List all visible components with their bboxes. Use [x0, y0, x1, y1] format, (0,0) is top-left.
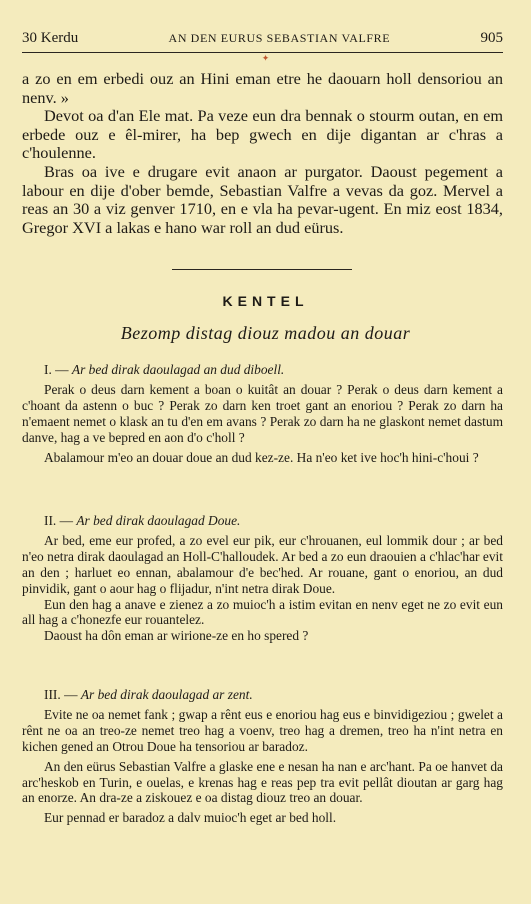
section-heading	[22, 513, 503, 529]
section-title: Ar bed dirak daoulagad Doue.	[76, 513, 241, 528]
section-number: III. —	[44, 687, 78, 702]
paragraph: Perak o deus darn kement a boan o kuitât an douar ? Perak o deus darn kement a c'hoant da astenn o buc ? Perak zo darn ken troet gant an enoriou ? Perak zo darn ha n'emaent nemet o klask an tu d'en em avans ? Perak zo darn ha ne glaskont nemet dastum danve, hag a ve bepred en aon d'o c'holl ?	[22, 381, 503, 445]
section-divider	[172, 269, 352, 270]
header-left: 30 Kerdu	[22, 30, 79, 46]
paragraph: Ar bed, eme eur profed, a zo evel eur pik, eur c'hrouanen, eul lommik dour ; ar bed n'eo netra dirak daoulagad an Holl-C'halloudek. Ar bed a zo eun draouien a c'hlac'har evit an den ; harluet eo ennan, abalamour d'e bec'hed. Ar rouane, gant o enoriou, an dud pinvidik, gant o aour hag o flijadur, n'int netra dirak Doue.	[22, 532, 503, 596]
paragraph: Eur pennad er baradoz a dalv muioc'h eget ar bed holl.	[44, 810, 337, 826]
section-2	[22, 513, 503, 644]
section-3	[22, 687, 503, 826]
paragraph: Daoust ha dôn eman ar wirione-ze en ho spered ?	[44, 628, 309, 644]
section-number: I. —	[44, 362, 69, 377]
paragraph: a zo en em erbedi ouz an Hini eman etre he daouarn holl densoriou an nenv. »	[22, 69, 503, 107]
paragraph: An den eürus Sebastian Valfre a glaske ene e nesan ha nan e arc'hant. Pa oe hanvet da arc'heskob en Turin, e ouelas, e krenas hag e reas pep tra evit pellât dioutan ar garg hag an enorze. An dra-ze a ziskouez e oa distag diouz treo an douar.	[22, 758, 503, 806]
page-number: 905	[480, 30, 503, 46]
paragraph: Devot oa d'an Ele mat. Pa veze eun dra bennak o stourm outan, en em erbede ouz e êl-mirer, ha bep gwech en dije digantan ar c'hras a c'houlenne.	[22, 106, 503, 163]
ornament-icon: ✦	[261, 53, 270, 63]
section-1	[22, 362, 503, 465]
intro-text	[22, 70, 503, 237]
section-heading	[22, 362, 503, 378]
kentel-subtitle: Bezomp distag diouz madou an douar	[120, 323, 411, 343]
kentel-title: KENTEL	[222, 293, 309, 309]
section-number: II. —	[44, 513, 74, 528]
paragraph: Abalamour m'eo an douar doue an dud kez-ze. Ha n'eo ket ive hoc'h hini-c'houi ?	[44, 449, 479, 465]
paragraph: Evite ne oa nemet fank ; gwap a rênt eus e enoriou hag eus e binvidigeziou ; gwelet a rênt ne oa an treo-ze nemet treo hag a voenv, treo hag a dremen, treo ha n'int netra en kichen gened an Otrou Doue ha tensoriou ar baradoz.	[22, 706, 503, 754]
paragraph: Eun den hag a anave e zienez a zo muioc'h a istim evitan en nenv eget ne zo evit eun all hag a c'honezfe eur rouantelez.	[22, 596, 503, 628]
running-header	[22, 30, 503, 53]
paragraph: Bras oa ive e drugare evit anaon ar purgator. Daoust pegement a labour en dije d'ober bemde, Sebastian Valfre a vevas da goz. Mervel a reas an 30 a viz genver 1710, en e vla ha pevar-ugent. En miz eost 1834, Gregor XVI a lakas e hano war roll an dud eürus.	[22, 161, 503, 237]
section-heading	[22, 687, 503, 703]
section-title: Ar bed dirak daoulagad an dud diboell.	[71, 362, 285, 377]
section-title: Ar bed dirak daoulagad ar zent.	[80, 687, 253, 702]
header-title: AN DEN EURUS SEBASTIAN VALFRE	[168, 31, 391, 45]
